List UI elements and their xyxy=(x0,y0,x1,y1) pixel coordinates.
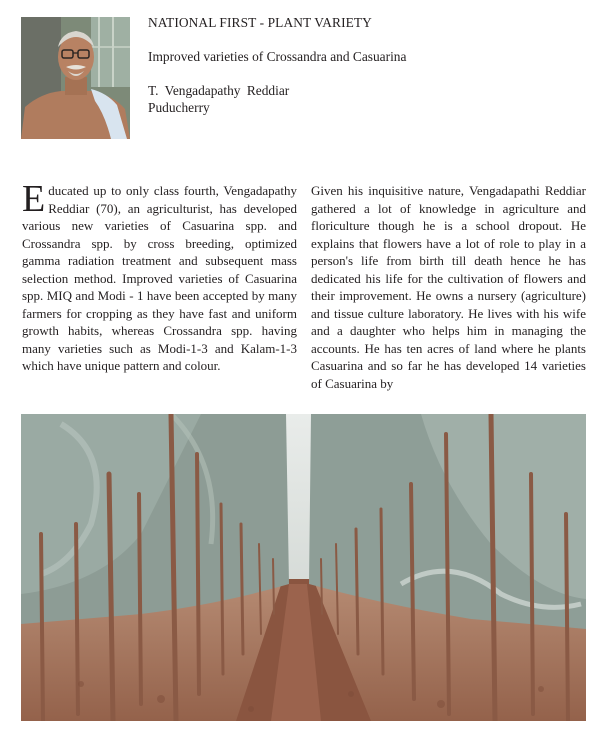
drop-cap: E xyxy=(22,178,46,220)
article-title: Improved varieties of Crossandra and Casuarina xyxy=(148,49,407,64)
article-header xyxy=(148,14,578,116)
right-column-text: Given his inquisitive nature, Vengadapathi Reddiar gathered a lot of knowledge in agriculture and floriculture though he is a school dropout. He explains that flowers have a lot of role to play in a person's life from birth till death hence he has dedicated his life for the cultivation of flowers and their improvement. He owns a nursery (agriculture) and tissue culture laboratory. He lives with his wife and a daughter who helps him in managing the accounts. He has ten acres of land where he plants Casuarina and so far he has developed 14 varieties of Casuarina by xyxy=(311,183,586,391)
left-column-text: ducated up to only class fourth, Vengadapathy Reddiar (70), an agriculturist, has developed various new varieties of Casuarina spp. and Crossandra spp. by cross breeding, optimized gamma radiation treatment and subsequent mass selection method. Improved varieties of Casuarina spp. MIQ and Modi - 1 have been accepted by many farmers for cropping as they have fast and uniform growth habits, whereas Crossandra spp. having many varieties such as Modi-1-3 and Kalam-1-3 which have unique pattern and colour. xyxy=(22,183,297,373)
casuarina-plantation-photo xyxy=(21,414,586,721)
innovator-location: Puducherry xyxy=(148,100,210,115)
portrait-photo xyxy=(21,17,130,139)
article-column-left xyxy=(22,178,297,375)
innovator-name: T. Vengadapathy Reddiar xyxy=(148,83,290,98)
category-label: NATIONAL FIRST - PLANT VARIETY xyxy=(148,15,372,30)
article-column-right xyxy=(311,182,586,392)
